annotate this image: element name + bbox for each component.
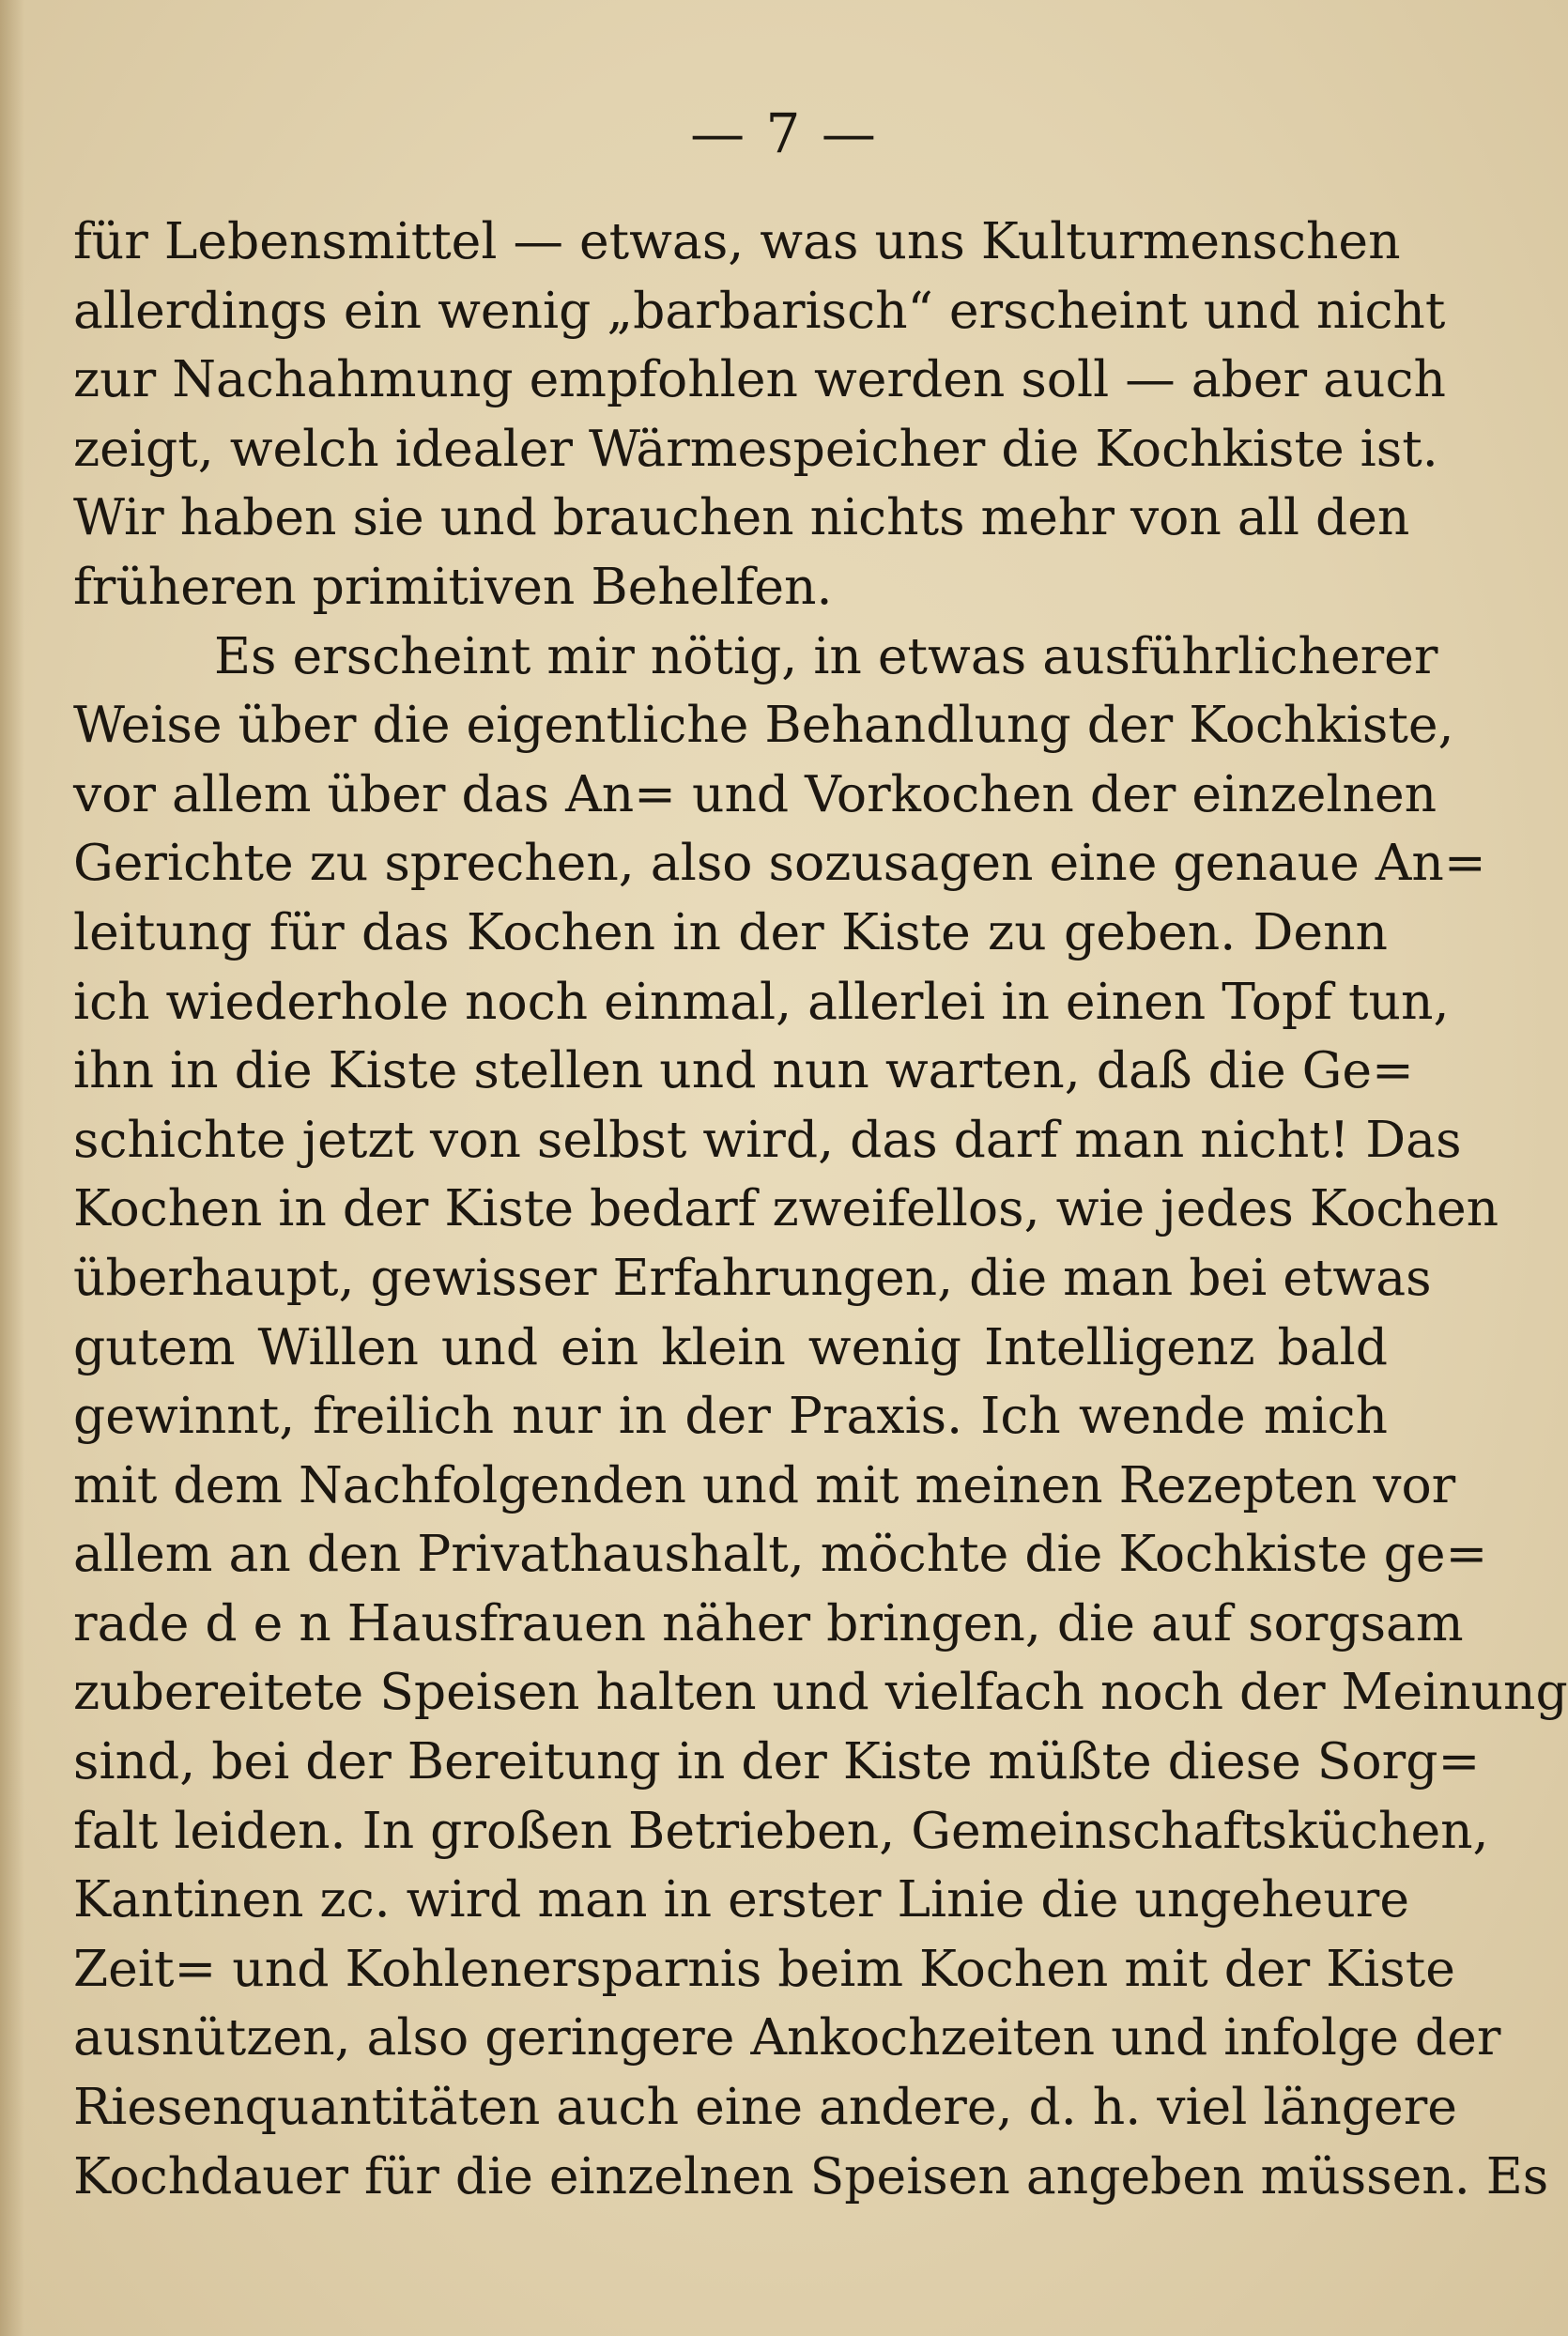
text-line: Wir haben sie und brauchen nichts mehr von all den [73, 487, 1410, 547]
text-line: Kochdauer für die einzelnen Speisen angeben müssen. Es [73, 2145, 1549, 2205]
text-line: Gerichte zu sprechen, also sozusagen eine genaue An= [73, 833, 1486, 893]
text-line: für Lebensmittel — etwas, was uns Kulturmenschen [73, 211, 1401, 270]
text-line: schichte jetzt von selbst wird, das darf man nicht! Das [73, 1109, 1462, 1169]
text-line: allem an den Privathaushalt, möchte die Kochkiste ge= [73, 1524, 1488, 1584]
text-line: Kantinen zc. wird man in erster Linie die ungeheure [73, 1869, 1410, 1929]
text-line: Zeit= und Kohlenersparnis beim Kochen mit der Kiste [73, 1938, 1455, 1998]
page-edge-shadow [0, 0, 24, 2336]
text-line: ich wiederhole noch einmal, allerlei in einen Topf tun, [73, 971, 1450, 1031]
text-line: gutem Willen und ein klein wenig Intelligenz bald [73, 1316, 1388, 1376]
text-line: gewinnt, freilich nur in der Praxis. Ich wende mich [73, 1386, 1388, 1446]
text-line: ihn in die Kiste stellen und nun warten, daß die Ge= [73, 1040, 1414, 1100]
text-line: Riesenquantitäten auch eine andere, d. h. viel längere [73, 2077, 1457, 2137]
text-line: zubereitete Speisen halten und vielfach noch der Meinung [73, 1662, 1568, 1722]
text-line: überhaupt, gewisser Erfahrungen, die man bei etwas [73, 1247, 1432, 1307]
text-line: zeigt, welch idealer Wärmespeicher die Kochkiste ist. [73, 418, 1438, 478]
body-text [73, 207, 1568, 2210]
text-line: Es erscheint mir nötig, in etwas ausführlicherer [214, 625, 1438, 685]
page-number: — 7 — [690, 101, 878, 165]
text-line: leitung für das Kochen in der Kiste zu geben. Denn [73, 901, 1388, 961]
text-line: falt leiden. In großen Betrieben, Gemeinschaftsküchen, [73, 1800, 1489, 1860]
text-line: mit dem Nachfolgenden und mit meinen Rezepten vor [73, 1454, 1456, 1514]
text-line: ausnützen, also geringere Ankochzeiten und infolge der [73, 2007, 1501, 2067]
text-line: Kochen in der Kiste bedarf zweifellos, wie jedes Kochen [73, 1178, 1499, 1238]
text-line: sind, bei der Bereitung in der Kiste müßte diese Sorg= [73, 1731, 1481, 1791]
text-line: allerdings ein wenig „barbarisch“ erscheint und nicht [73, 280, 1446, 340]
text-line: zur Nachahmung empfohlen werden soll — aber auch [73, 349, 1446, 409]
text-line: früheren primitiven Behelfen. [73, 556, 833, 616]
text-line: Weise über die eigentliche Behandlung der Kochkiste, [73, 695, 1454, 755]
text-line: rade d e n Hausfrauen näher bringen, die auf sorgsam [73, 1592, 1464, 1652]
text-line: vor allem über das An= und Vorkochen der einzelnen [73, 763, 1437, 823]
